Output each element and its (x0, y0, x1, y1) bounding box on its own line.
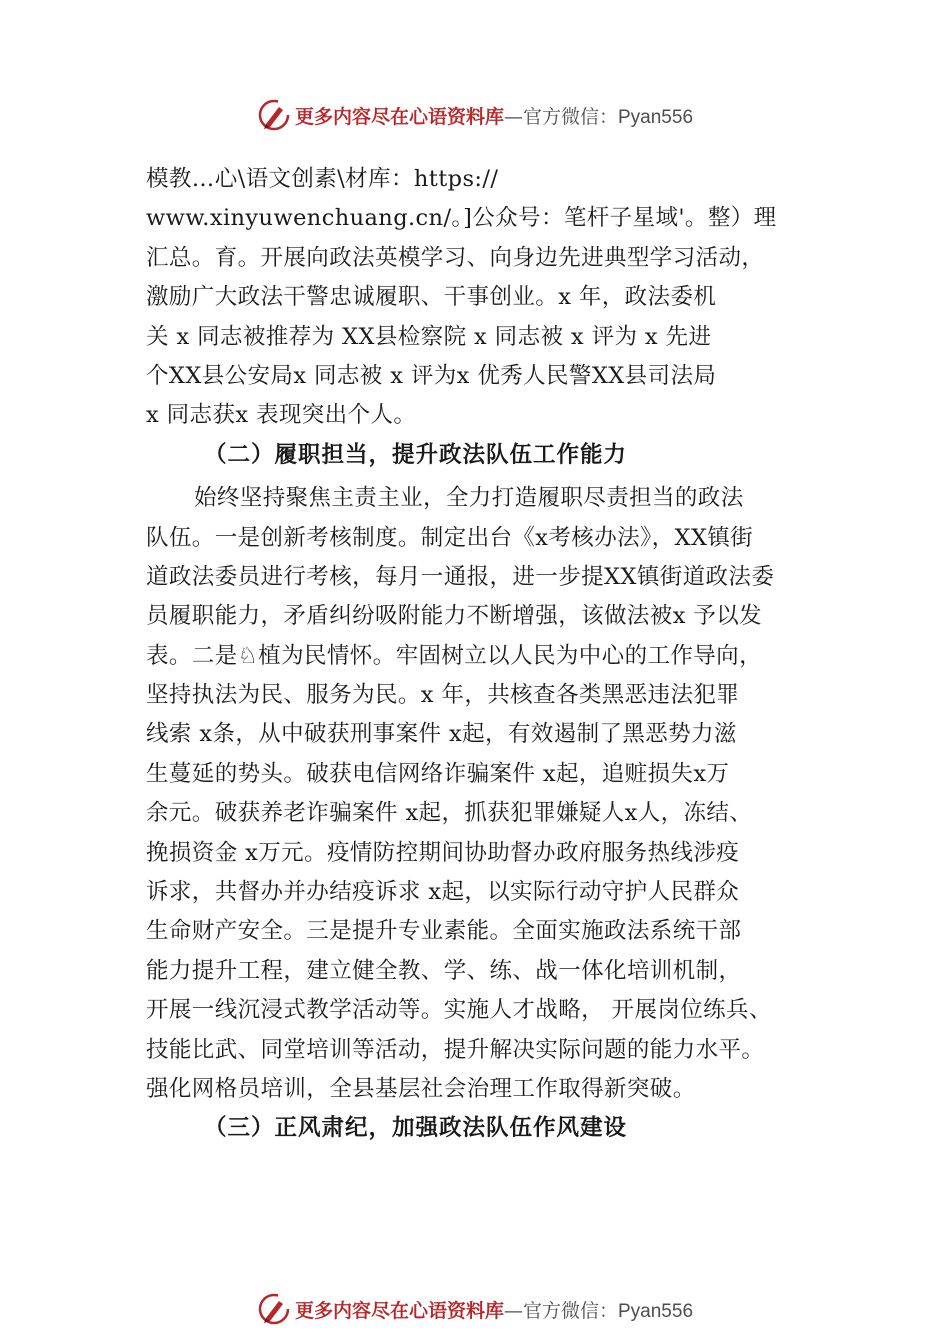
text-line: 模教…心\语文创素\材库：https:// (146, 166, 499, 192)
text-line: 个XX县公安局x 同志被 x 评为x 优秀人民警XX县司法局 (146, 362, 717, 389)
banner-site-text: 更多内容尽在心语资料库 (294, 105, 504, 128)
text-line: 线索 x条，从中破获刑事案件 x起，有效遏制了黑恶势力滋 (146, 721, 737, 748)
footer-banner (0, 1289, 950, 1329)
section-heading-2: （二）履职担当，提升政法队伍工作能力 (204, 441, 628, 468)
paragraph-intro (146, 160, 822, 436)
text-line: 道政法委员进行考核，每月一通报，进一步提XX镇街道政法委 (146, 563, 775, 590)
text-line: 挽损资金 x万元。疫情防控期间协助督办政府服务热线涉疫 (146, 839, 740, 866)
document-body (146, 160, 822, 1149)
banner-dash: — (503, 105, 523, 128)
text-line: www.xinyuwenchuang.cn/。]公众号：笔杆子星域'。整）理 (146, 205, 777, 232)
banner-site-text: 更多内容尽在心语资料库 (294, 1299, 504, 1322)
banner-wechat-id: Pyan556 (618, 106, 694, 128)
banner-wechat-label: 官方微信： (522, 1299, 618, 1322)
text-line: 汇总。育。开展向政法英模学习、向身边先进典型学习活动， (146, 244, 765, 271)
text-line: 余元。破获养老诈骗案件 x起，抓获犯罪嫌疑人x人，冻结、 (146, 800, 753, 827)
text-line: 队伍。一是创新考核制度。制定出台《x考核办法》，XX镇街 (146, 524, 754, 551)
text-line: 坚持执法为民、服务为民。x 年，共核查各类黑恶违法犯罪 (146, 682, 740, 709)
text-line: 技能比武、同堂培训等活动，提升解决实际问题的能力水平。 (146, 1036, 765, 1063)
banner-text (295, 102, 693, 129)
banner-dash: — (503, 1299, 523, 1322)
banner-wechat-id: Pyan556 (618, 1300, 694, 1322)
header-banner (0, 95, 950, 135)
banner-text (295, 1296, 693, 1323)
text-line: 员履职能力，矛盾纠纷吸附能力不断增强，该做法被x 予以发 (146, 603, 763, 630)
text-line: 始终坚持聚焦主责主业，全力打造履职尽责担当的政法 (194, 485, 744, 512)
text-line: 表。二是♘植为民情怀。牢固树立以人民为中心的工作导向， (146, 642, 762, 669)
text-line: x 同志获x 表现突出个人。 (146, 402, 417, 429)
pen-logo-icon (257, 1292, 291, 1326)
paragraph-2 (146, 479, 822, 1109)
text-line: 激励广大政法干警忠诚履职、干事创业。x 年，政法委机 (146, 284, 717, 311)
text-line: 关 x 同志被推荐为 XX县检察院 x 同志被 x 评为 x 先进 (146, 323, 712, 350)
text-line: 生命财产安全。三是提升专业素能。全面实施政法系统干部 (146, 918, 742, 945)
banner-wechat-label: 官方微信： (522, 105, 618, 128)
text-line: 强化网格员培训，全县基层社会治理工作取得新突破。 (146, 1075, 696, 1102)
text-line: 生蔓延的势头。破获电信网络诈骗案件 x起，追赃损失x万 (146, 760, 730, 787)
text-line: 开展一线沉浸式教学活动等。实施人才战略， 开展岗位练兵、 (146, 997, 772, 1024)
section-heading-3: （三）正风肃纪，加强政法队伍作风建设 (204, 1115, 628, 1142)
pen-logo-icon (257, 98, 291, 132)
text-line: 能力提升工程，建立健全教、学、练、战一体化培训机制， (146, 957, 742, 984)
text-line: 诉求，共督办并办结疫诉求 x起，以实际行动守护人民群众 (146, 879, 740, 906)
